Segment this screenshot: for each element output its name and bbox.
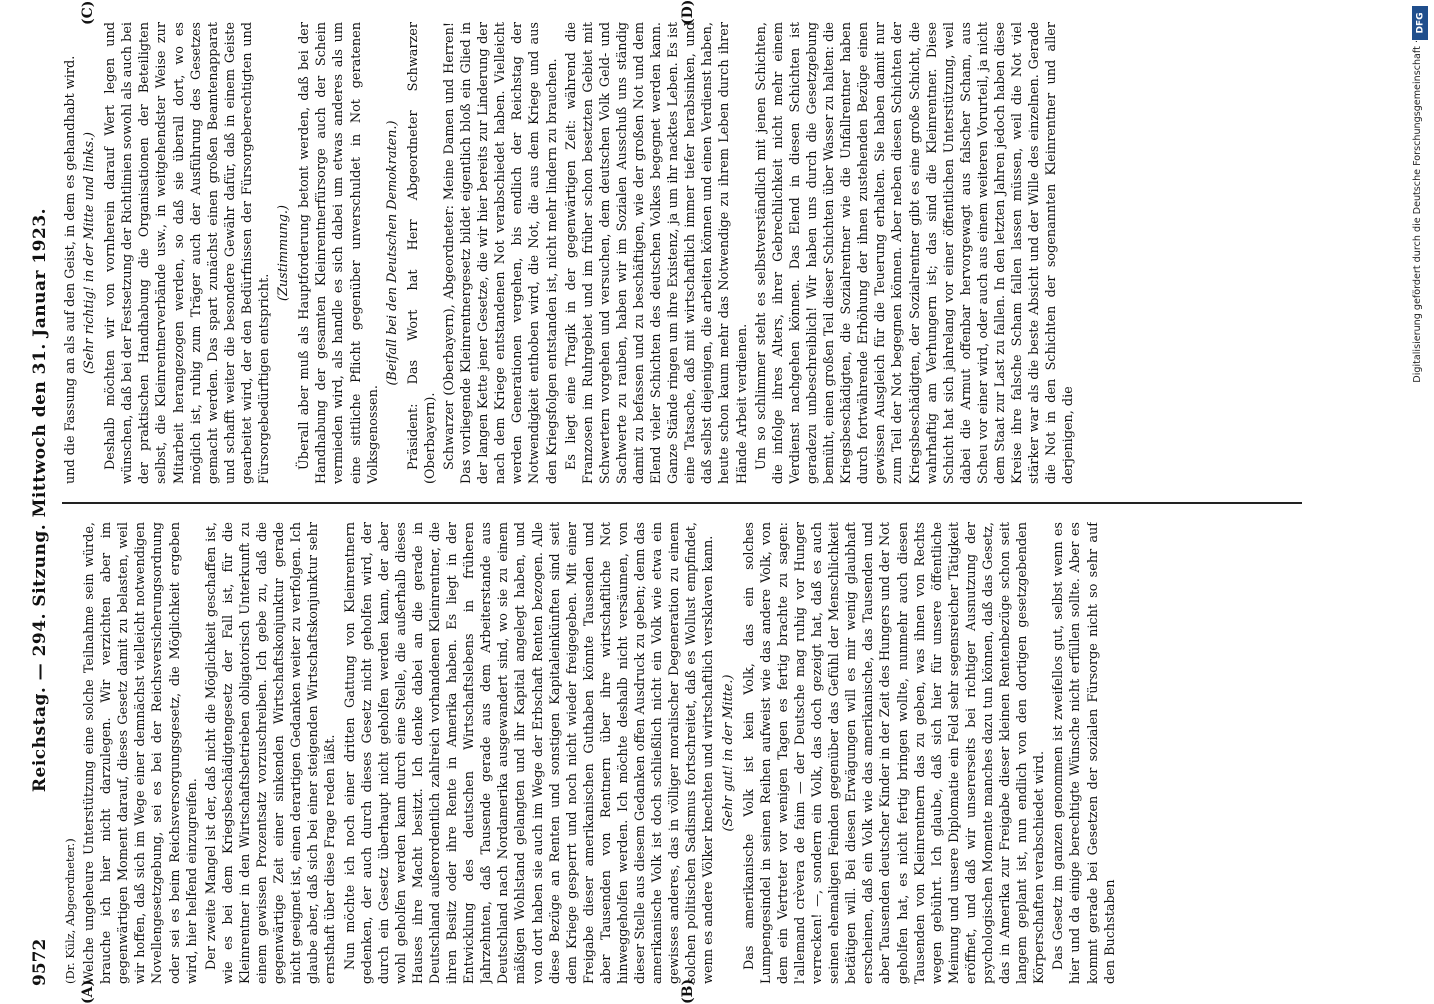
left-column [62,522,1302,984]
paragraph: Überall aber muß als Hauptforderung betont werden, daß bei der Handhabung der gesamten Kleinrentnerfürsorge auch der Schein vermieden wird, als handle es sich dabei um etwas anderes als um eine sittliche Pflicht gegenüber unverschuldet in Not geratenen Volksgenossen. [297,22,381,484]
paragraph: Deshalb möchten wir von vornherein darauf Wert legen und wünschen, daß bei der Festsetzung der Richtlinien sowohl als auch bei der praktischen Handhabung die Organisationen der Beteiligten selbst, die Kleinrentnerverbände usw., in weitgehendster Weise zur Mitarbeit herangezogen werden, so daß sie überall dort, wo es möglich ist, ruhig zum Träger auch der Ausführung des Gesetzes gemacht werden. Das spart zunächst einen großen Beamtenapparat und schafft weiter die besondere Gewähr dafür, daß in einem Geiste gearbeitet wird, der den Bedürfnissen der Fürsorgeberechtigten und Fürsorgebedürftigen entspricht. [103,22,273,484]
rotated-page [20,0,1370,1004]
margin-marker-a: (A) [80,979,96,1004]
column-divider [62,502,1302,504]
page-number: 9572 [30,938,50,986]
paragraph: Schwarzer (Oberbayern), Abgeordneter: Meine Damen und Herren! Das vorliegende Kleinrentnergesetz bildet eigentlich bloß ein Glied in der langen Kette jener Gesetze, die wir hier bereits zur Linderung der nach dem Kriege entstandenen Not verabschiedet haben. Vielleicht werden Generationen vergehen, bis endlich der Reichstag der Notwendigkeit enthoben wird, die Not, die aus dem Kriege und aus den Kriegsfolgen entstanden ist, nicht mehr lindern zu brauchen. [441,22,560,484]
paragraph: Nun möchte ich noch einer dritten Gattung von Kleinrentnern gedenken, der auch durch dieses Gesetz nicht geholfen wird, der durch ein Gesetz überhaupt nicht geholfen werden kann, der aber wohl geholfen werden kann durch eine Stelle, die außerhalb dieses Hauses ihre Macht besitzt. Ich denke dabei an die gerade in Deutschland außerordentlich zahlreich vorhandenen Kleinrentner, die ihren Besitz oder ihre Rente in Amerika haben. Es liegt in der Entwicklung des deutschen Wirtschaftslebens in früheren Jahrzehnten, daß Tausende gerade aus dem Arbeiterstande aus Deutschland nach Nordamerika ausgewandert sind, wo sie zu einem mäßigen Wohlstand gelangten und ihr Kapital angelegt haben, und von dort haben sie auch im Wege der Erbschaft Renten bezogen. Alle diese Bezüge an Renten und sonstigen Kapitaleinkünften sind seit dem Kriege gesperrt und noch nicht wieder freigegeben. Mit einer Freigabe dieser amerikanischen Guthaben könnte Tausenden und aber Tausenden von Rentnern über ihre wirtschaftliche Not hinweggeholfen werden. Ich möchte deshalb nicht versäumen, von dieser Stelle aus diesem Gedanken offen Ausdruck zu geben; denn das amerikanische Volk ist doch schließlich nicht ein Volk wie etwa ein gewisses anderes, das in völliger moralischer Degeneration zu einem solchen politischen Sadismus fortschreitet, daß es Wollust empfindet, wenn es andere Völker knechten und wirtschaftlich versklaven kann. [342,522,717,984]
margin-marker-b: (B) [680,978,696,1004]
paragraph: und die Fassung an als auf den Geist, in dem es gehandhabt wird. [63,55,78,484]
paragraph: Das amerikanische Volk ist kein Volk, das ein solches Lumpengesindel in seinen Reihen aufweist wie das andere Volk, von dem ein Vertreter vor wenigen Tagen es fertig brachte zu sagen: l'allemand crèvera de faim — der Deutsche mag ruhig vor Hunger verrecken! —, sondern ein Volk, das doch gezeigt hat, daß es auch seinen ehemaligen Feinden gegenüber das Gefühl der Menschlichkeit betätigen will. Bei diesen Erwägungen will es mir wenig glaubhaft erscheinen, daß ein Volk wie das amerikanische, das Tausenden und aber Tausenden deutscher Kinder in der Zeit des Hungers und der Not geholfen hat, es nicht fertig bringen wollte, nunmehr auch diesen Tausenden von Kleinrentnern das zu geben, was ihnen von Rechts wegen gebührt. Ich glaube, daß sich hier für unsere öffentliche Meinung und unsere Diplomatie ein Feld sehr segensreicher Tätigkeit eröffnet, und daß wir unsererseits bei richtiger Ausnutzung der psychologischen Momente manches dazu tun können, daß das Gesetz, das in Amerika zur Freigabe dieser kleinen Rentenbezüge schon seit langem geplant ist, nun endlich von den dortigen gesetzgebenden Körperschaften verabschiedet wird. [741,522,1048,984]
speaker-label: (Dr. Külz, Abgeordneter.) [63,838,77,984]
side-credit-strip [1412,0,1426,1000]
margin-marker-d: (D) [680,0,696,25]
right-column [62,22,1302,484]
interjection: (Beifall bei den Deutschen Demokraten.) [384,120,400,386]
digitization-credit: Digitalisierung gefördert durch die Deutsche Forschungsgemeinschaft · [1412,40,1423,383]
paragraph: Um so schlimmer steht es selbstverständlich mit jenen Schichten, die infolge ihres Alters, ihrer Gebrechlichkeit nicht mehr einem Verdienst nachgehen können. Das Elend in diesen Schichten ist geradezu unbeschreiblich! Wir haben uns durch die Gesetzgebung bemüht, einen großen Teil dieser Schichten über Wasser zu halten: die Kriegsbeschädigten, die Sozialrentner wie die Unfallrentner haben durch fortwährende Erhöhung der ihnen zustehenden Bezüge einen gewissen Ausgleich für die Teuerung erhalten. Sie haben damit nur zum Teil der Not begegnen können. Aber neben diesen Schichten der Kriegsbeschädigten, der Sozialrentner gibt es eine große Schicht, die wahrhaftig am Verhungern ist; das sind die Kleinrentner. Diese Schicht hat sich jahrelang vor einer öffentlichen Unterstützung, weil dabei die Armut offenbar hervorgewagt aus falscher Scham, aus Scheu vor einer wird, oder auch aus einem weiteren Vorurteil, ja nicht dem Staat zur Last zu fallen. In den letzten Jahren jedoch haben diese Kreise ihre falsche Scham fallen lassen müssen, weil die Not viel stärker war als die beste Absicht und der Wille des einzelnen. Gerade die Not in den Schichten der sogenannten Kleinrentner und aller derjenigen, die [753,22,1077,484]
page-header [30,14,56,986]
paragraph: Das Gesetz im ganzen genommen ist zweifellos gut, selbst wenn es hier und da einige berechtigte Wünsche nicht erfüllen sollte. Aber es kommt gerade bei Gesetzen der sozialen Fürsorge nicht so sehr auf den Buchstaben [1051,522,1118,984]
dfg-logo-text: DFG [1415,12,1426,34]
paragraph: Welche ungeheure Unterstützung eine solche Teilnahme sein würde, brauche ich hier nicht darzulegen. Wir verzichten aber im gegenwärtigen Moment darauf, dieses Gesetz damit zu belasten, weil wir hoffen, daß sich im Wege einer demnächst vielleicht notwendigen Novellengesetzgebung, sei es bei der Reichsversicherungsordnung oder sei es beim Reichsversorgungsgesetz, die Möglichkeit ergeben wird, hier helfend einzugreifen. [82,522,200,984]
paragraph: Der zweite Mangel ist der, daß nicht die Möglichkeit geschaffen ist, wie es bei dem Kriegsbeschädigtengesetz der Fall ist, für die Kleinrentner in den Wirtschaftsbetrieben obligatorisch Unterkunft zu einem gewissen Prozentsatz vorzuschreiben. Ich gebe zu, daß die gegenwärtige Zeit einer sinkenden Wirtschaftskonjunktur gerade nicht geeignet ist, einen derartigen Gedanken weiter zu verfolgen. Ich glaube aber, daß sich bei einer steigenden Wirtschaftskonjunktur sehr ernsthaft über diese Frage reden läßt. [203,522,339,984]
page-title: Reichstag. — 294. Sitzung. Mittwoch den 31. Januar 1923. [30,207,50,793]
interjection: (Sehr gut! in der Mitte.) [720,674,736,832]
president-statement: Präsident: Das Wort hat Herr Abgeordneter Schwarzer (Oberbayern). [405,22,438,484]
interjection: (Zustimmung.) [276,205,292,301]
dfg-logo [1412,6,1428,40]
interjection: (Sehr richtig! in der Mitte und links.) [82,131,98,375]
margin-marker-c: (C) [80,0,96,25]
paragraph: Es liegt eine Tragik in der gegenwärtigen Zeit: während die Franzosen im Ruhrgebiet und im früher schon besetzten Gebiet mit Schwertern vorgehen und versuchen, dem deutschen Volk Geld- und Sachwerte zu rauben, haben wir im Sozialen Ausschuß uns ständig damit zu befassen und zu beschäftigen, wie der großen Not und dem Elend vieler Schichten des deutschen Volkes begegnet werden kann. Ganze Stände ringen um ihre Existenz, ja um ihr nacktes Leben. Es ist eine Tatsache, daß mit wirtschaftlich immer tiefer herabsinken, und daß selbst diejenigen, die arbeiten können und einen Verdienst haben, heute schon kaum mehr das Notwendige zu ihrem Leben durch ihrer Hände Arbeit verdienen. [563,22,750,484]
